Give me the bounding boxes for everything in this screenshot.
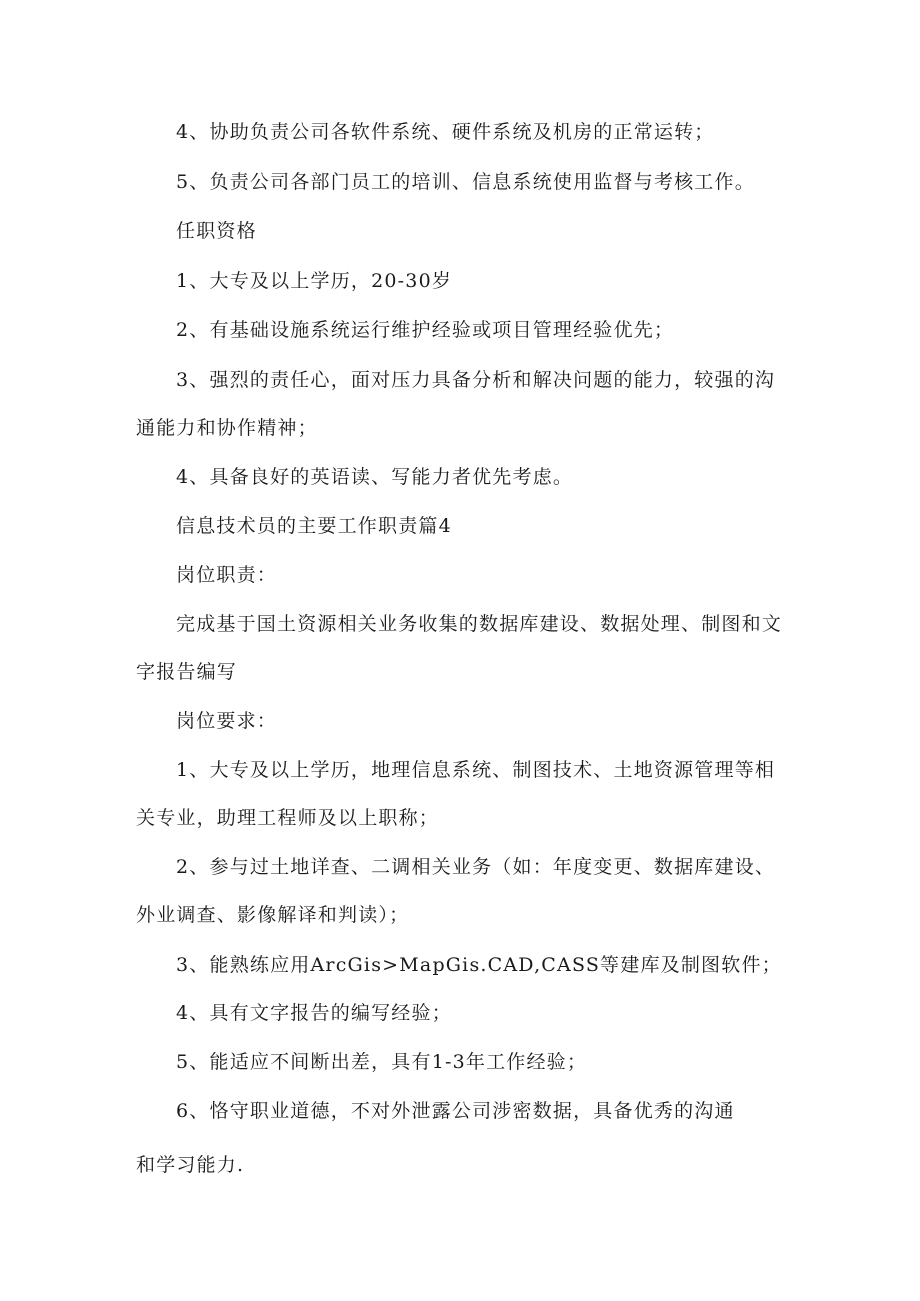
text-line: 1、大专及以上学历，20-30岁 bbox=[176, 270, 453, 292]
section-heading: 岗位要求： bbox=[176, 710, 278, 732]
text-line: 1、大专及以上学历，地理信息系统、制图技术、土地资源管理等相 bbox=[176, 759, 776, 781]
section-heading: 任职资格 bbox=[176, 220, 257, 242]
text-line: 2、参与过土地详查、二调相关业务（如：年度变更、数据库建设、 bbox=[176, 856, 776, 878]
text-line: 6、恪守职业道德，不对外泄露公司涉密数据，具备优秀的沟通 bbox=[176, 1100, 735, 1122]
text-line: 4、协助负责公司各软件系统、硬件系统及机房的正常运转； bbox=[176, 121, 715, 143]
text-line: 字报告编写 bbox=[136, 661, 238, 683]
text-line: 关专业，助理工程师及以上职称； bbox=[136, 807, 440, 829]
text-line: 5、负责公司各部门员工的培训、信息系统使用监督与考核工作。 bbox=[176, 171, 755, 193]
section-heading: 岗位职责： bbox=[176, 564, 278, 586]
text-line: 4、具备良好的英语读、写能力者优先考虑。 bbox=[176, 466, 574, 488]
section-heading: 信息技术员的主要工作职责篇4 bbox=[176, 515, 452, 537]
text-line: 2、有基础设施系统运行维护经验或项目管理经验优先； bbox=[176, 319, 675, 341]
text-line: 3、强烈的责任心，面对压力具备分析和解决问题的能力，较强的沟 bbox=[176, 369, 776, 391]
text-line: 通能力和协作精神； bbox=[136, 417, 318, 439]
text-line: 3、能熟练应用ArcGis>MapGis.CAD,CASS等建库及制图软件； bbox=[176, 954, 782, 976]
text-line: 4、具有文字报告的编写经验； bbox=[176, 1002, 452, 1024]
text-line: 和学习能力. bbox=[136, 1154, 245, 1176]
text-line: 完成基于国土资源相关业务收集的数据库建设、数据处理、制图和文 bbox=[176, 613, 783, 635]
text-line: 5、能适应不间断出差，具有1-3年工作经验； bbox=[176, 1051, 588, 1073]
text-line: 外业调查、影像解译和判读）； bbox=[136, 904, 410, 926]
